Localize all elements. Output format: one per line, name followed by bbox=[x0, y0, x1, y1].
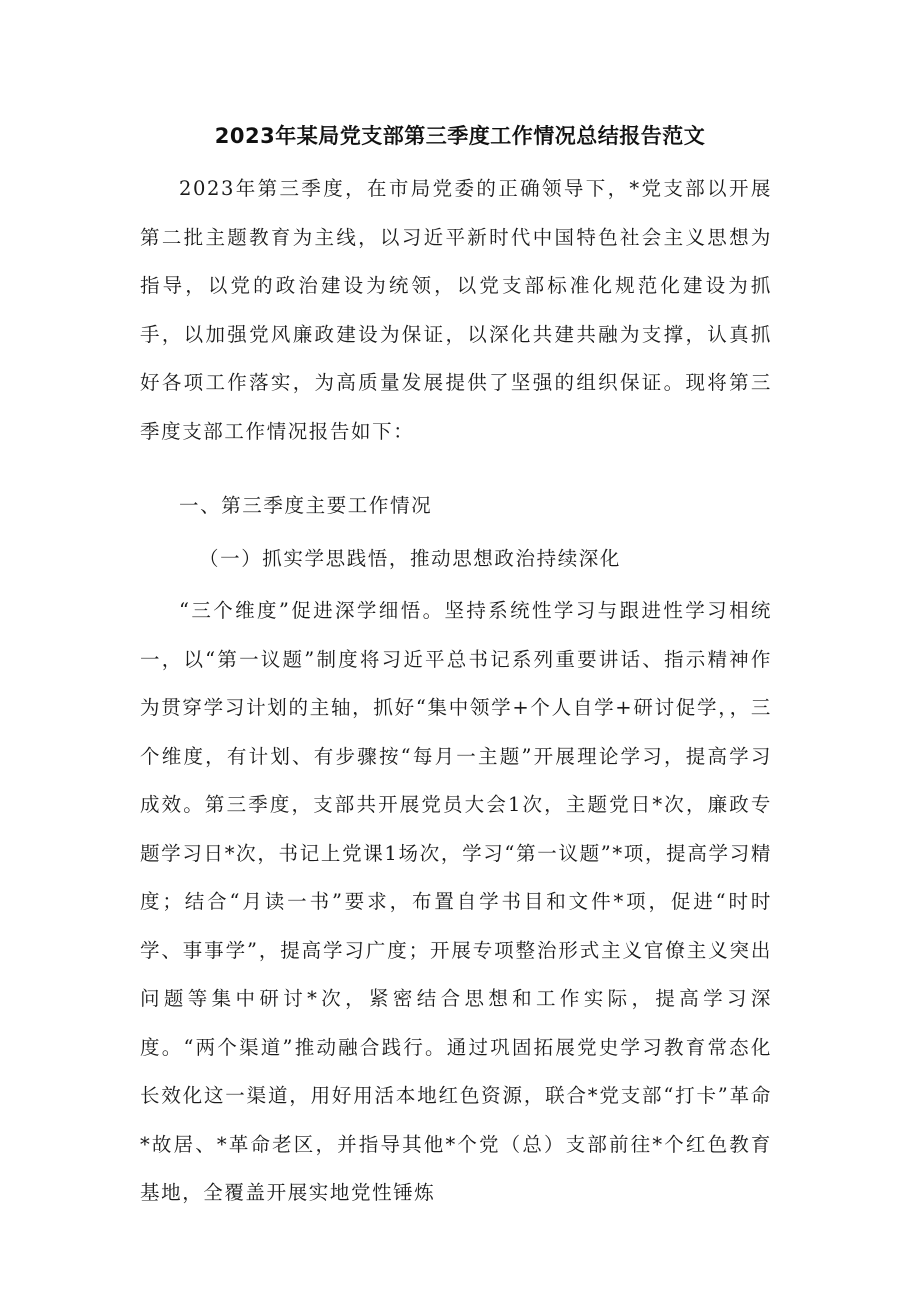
document-body bbox=[140, 165, 772, 1218]
body-paragraph: “三个维度”促进深学细悟。坚持系统性学习与跟进性学习相统一，以“第一议题”制度将习近平总书记系列重要讲话、指示精神作为贯穿学习计划的主轴，抓好“集中领学+个人自学+研讨促学，，三个维度，有计划、有步骤按“每月一主题”开展理论学习，提高学习成效。第三季度，支部共开展党员大会1次，主题党日*次，廉政专题学习日*次，书记上党课1场次，学习“第一议题”*项，提高学习精度；结合“月读一书”要求，布置自学书目和文件*项，促进“时时学、事事学”，提高学习广度；开展专项整治形式主义官僚主义突出问题等集中研讨*次，紧密结合思想和工作实际，提高学习深度。“两个渠道”推动融合践行。通过巩固拓展党史学习教育常态化长效化这一渠道，用好用活本地红色资源，联合*党支部“打卡”革命*故居、*革命老区，并指导其他*个党（总）支部前往*个红色教育基地，全覆盖开展实地党性锤炼 bbox=[140, 599, 772, 1204]
section-heading-1: 一、第三季度主要工作情况 bbox=[179, 494, 433, 517]
document-title: 2023年某局党支部第三季度工作情况总结报告范文 bbox=[214, 124, 706, 148]
intro-paragraph: 2023年第三季度，在市局党委的正确领导下，*党支部以开展第二批主题教育为主线，以习近平新时代中国特色社会主义思想为指导，以党的政治建设为统领，以党支部标准化规范化建设为抓手，以加强党风廉政建设为保证，以深化共建共融为支撑，认真抓好各项工作落实，为高质量发展提供了坚强的组织保证。现将第三季度支部工作情况报告如下： bbox=[140, 177, 772, 443]
section-heading-1-1: （一）抓实学思践悟，推动思想政治持续深化 bbox=[199, 546, 622, 570]
